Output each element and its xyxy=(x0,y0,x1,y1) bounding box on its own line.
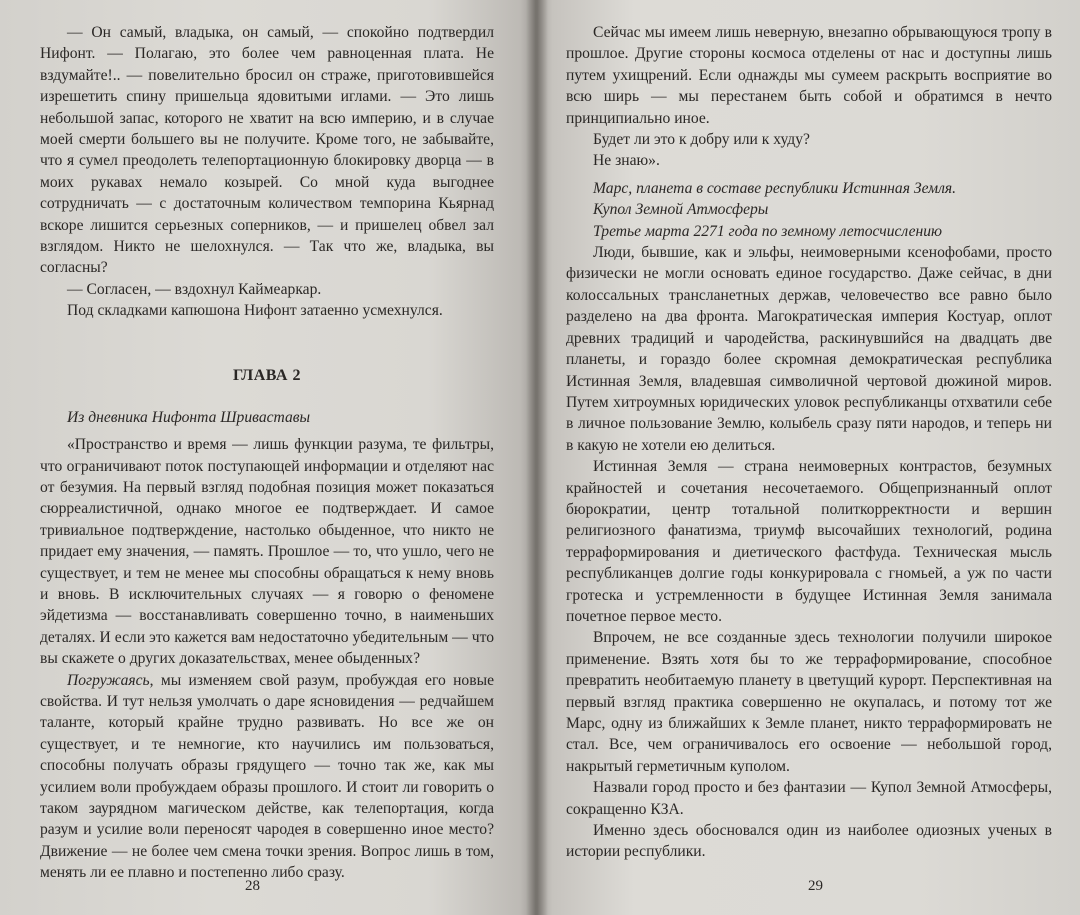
immersion-lead-word: Погружаясь xyxy=(67,671,150,689)
paragraph-dialogue-2: — Согласен, — вздохнул Каймеаркар. xyxy=(67,280,322,298)
paragraph-diary-end-2: Будет ли это к добру или к худу? xyxy=(593,131,810,149)
paragraph-true-earth: Истинная Земля — страна неимоверных контрастов, безумных крайностей и сочетания несочетаемого. Общепризнанный оплот бюрократии, центр тотальной политкорректности и вершин религиозного фанатизма, триумф высочайших технологий, родина терраформирования и диетического фастфуда. Техническая мысль республиканцев долгие годы конкурировала с гномьей, а уж по части гротеска и устремленности в будущее Истинная Земля занимала почетное первое место. xyxy=(566,458,1052,625)
paragraph-diary-end-3: Не знаю». xyxy=(593,152,660,170)
diary-heading: Из дневника Нифонта Шриваставы xyxy=(67,408,311,426)
paragraph-diary-end-1: Сейчас мы имеем лишь неверную, внезапно обрывающуюся тропу в прошлое. Другие стороны космоса отделены от нас и доступны лишь путем ухищрений. Если однажды мы сумеем раскрыть восприятие во всю ширь — мы перестанем быть собой и обратимся в нечто принципиально иное. xyxy=(566,24,1052,127)
chapter-title: ГЛАВА 2 xyxy=(233,366,301,384)
book-gutter xyxy=(526,0,548,915)
page-number-right: 29 xyxy=(808,878,823,894)
page-number-left: 28 xyxy=(245,878,260,894)
location-line-2: Купол Земной Атмосферы xyxy=(593,201,769,219)
location-line-3: Третье марта 2271 года по земному летосчислению xyxy=(593,222,943,240)
paragraph-city-name: Назвали город просто и без фантазии — Купол Земной Атмосферы, сокращенно КЗА. xyxy=(566,779,1052,818)
paragraph-immersion xyxy=(40,670,494,884)
immersion-rest: , мы изменяем свой разум, пробуждая его новые свойства. И тут нельзя умолчать о даре ясновидения — редчайшем таланте, который крайне трудно развивать. Но все же он существует, и те немногие, кто научились им пользоваться, способны получать образы грядущего — точно так же, как мы усилием воли пробуждаем образы прошлого. И стоит ли говорить о таком заурядном магическом действе, как телепортация, когда разум и усилие воли переносят чародея в совершенно иное место? Движение — не более чем смена точки зрения. Вопрос лишь в том, менять ли ее плавно и постепенно либо сразу. xyxy=(40,671,494,882)
paragraph-space-time: «Пространство и время — лишь функции разума, те фильтры, что ограничивают поток поступающей информации и отделяют нас от безумия. На первый взгляд подобная позиция может показаться сюрреалистичной, однако многое ее подтверждает. И самое тривиальное подтверждение, настолько обыденное, что никто не придает ему значения, — память. Прошлое — то, что ушло, чего не существует, и тем не менее мы способны обращаться к нему вновь и вновь. В исключительных случаях — я говорю о феномене эйдетизма — восстанавливать совершенно точно, в наименьших деталях. И если это кажется вам недостаточно убедительным — что вы скажете о других доказательствах, менее обыденных? xyxy=(40,436,494,668)
left-page xyxy=(0,0,536,915)
paragraph-scientist: Именно здесь обосновался один из наиболее одиозных ученых в истории республики. xyxy=(566,822,1052,861)
paragraph-dialogue-3: Под складками капюшона Нифонт затаенно усмехнулся. xyxy=(67,302,443,320)
paragraph-technologies: Впрочем, не все созданные здесь технологии получили широкое применение. Взять хотя бы то же терраформирование, способное превратить необитаемую планету в цветущий курорт. Перспективная на первый взгляд практика совершенно не окупалась, и потому тот же Марс, одну из ближайших к Земле планет, никто терраформировать не стал. Все, чем ограничивалось его освоение — небольшой город, накрытый герметичным куполом. xyxy=(566,629,1052,775)
location-heading xyxy=(566,178,1052,242)
right-page xyxy=(536,0,1080,915)
location-line-1: Марс, планета в составе республики Истинная Земля. xyxy=(593,179,957,197)
paragraph-people: Люди, бывшие, как и эльфы, неимоверными ксенофобами, просто физически не могли основать единое государство. Даже сейчас, в дни колоссальных трансланетных держав, человечество все равно было разделено на два фронта. Магократическая империя Костуар, оплот древних традиций и чародейства, раскинувшийся на двадцать две планеты, и гораздо более скромная демократическая республика Истинная Земля, владевшая символичной чертовой дюжиной миров. Путем хитроумных юридических уловок республиканцы отхватили себе в личное пользование Землю, колыбель сразу пяти народов, и теперь ни в какую не хотели ею делиться. xyxy=(566,244,1052,454)
paragraph-dialogue-1: — Он самый, владыка, он самый, — спокойно подтвердил Нифонт. — Полагаю, это более чем равноценная плата. Не вздумайте!.. — повелительно бросил он страже, приготовившейся изрешетить спину пришельца ядовитыми иглами. — Это лишь небольшой запас, которого не хватит на всю империю, и в случае моей смерти большего вы не получите. Кроме того, не забывайте, что я сумел преодолеть телепортационную блокировку дворца — в моих рукавах немало козырей. Со мной куда выгоднее сотрудничать — с достаточным количеством темпорина Кьярнад вскоре лишится серьезных соперников, — и пришелец обвел зал взглядом. Никто не шелохнулся. — Так что же, владыка, вы согласны? xyxy=(40,24,494,277)
